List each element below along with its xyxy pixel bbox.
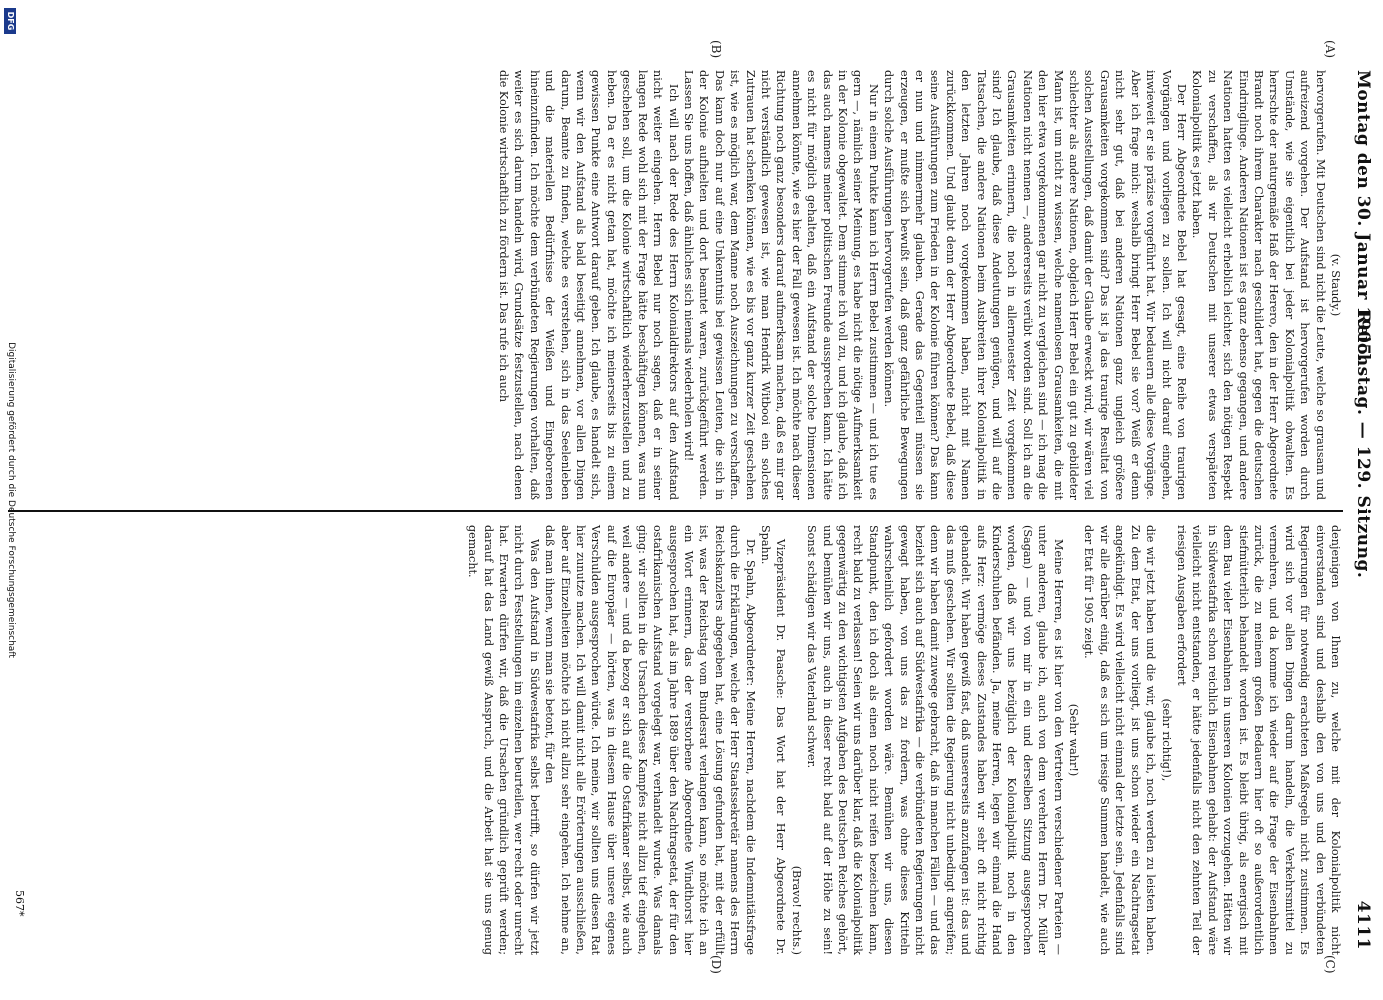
left-text-column [496,70,1343,500]
interjection: (sehr richtig!), [1159,698,1173,782]
paragraph: Was den Aufstand in Südwestafrika selbst betrifft, so dürfen wir jetzt nicht durch Feststellungen im einzelnen beurteilen, wer recht oder unrecht hat. Erwarten dürfen wir, daß die Ursachen gründlich geprüft werden; darauf hat das Land gewiß Anspruch, und die Arbeit hat sie uns genug gemacht. [466,525,541,955]
right-text-column [465,525,1343,955]
paragraph: Meine Herren, es ist hier von den Vertretern verschiedener Parteien — unter anderen, glaube ich, auch von dem verehrten Herrn Dr. Müller (Sagan) — und von mir in ein und derselben Sitzung ausgesprochen worden, daß wir uns bezüglich der Kolonialpolitik noch in den Kinderschuhen befänden. Ja, meine Herren, legen wir einmal die Hand aufs Herz: vermöge dieses Zustandes haben wir sehr oft nicht richtig gehandelt. Wir haben gewiß fast, daß unsererseits anzufangen ist: das und das muß geschehen. Wir sollten die Regierung nicht unbedingt angreifen; denn wir haben damit zuwege gebracht, daß in manchen Fällen — und das bezieht sich auch auf Südwestafrika — die verbündeten Regierungen nicht gewagt haben, von uns das zu fordern, was ohne dieses Kritteln wahrscheinlich gefordert worden wäre. Bemühen wir uns, diesen Standpunkt, den ich doch als einen noch nicht reifen bezeichnen kann, recht bald zu verlassen! Seien wir uns darüber klar, daß die Kolonialpolitik gegenwärtig zu den wichtigsten Aufgaben des Deutschen Reiches gehört, und bemühen wir uns, auch in dieser recht bald auf der Höhe zu sein! Sonst schädigen wir das Vaterland schwer. [805,525,1065,955]
dfg-logo: DFG [4,8,16,34]
margin-letter-c: (C) [1323,955,1337,974]
speaker-tag: (v. Staudy.) [1329,253,1342,317]
header-date: Montag den 30. Januar 1905. [1353,70,1373,363]
header-page-number: 4111 [1353,900,1373,950]
paragraph: Der Herr Abgeordnete Bebel hat gesagt, eine Reihe von traurigen Vorgängen und vorliegen zu sollen. Ich will nicht darauf eingehen, inwieweit er sie präzise vorgeführt hat. Wir bedauern alle diese Vorgänge. Aber ich frage mich: weshalb bringt Herr Bebel sie vor? Weiß er denn nicht sehr gut, daß bei anderen Nationen ganz ungleich größere Grausamkeiten vorgekommen sind? Das ist ja das traurige Resultat von solchen Ausstellungen, daß damit der Glaube erweckt wird, wir wären viel schlechter als andere Nationen, obgleich Herr Bebel ein gut zu gebildeter Mann ist, um nicht zu wissen, welche namenlosen Grausamkeiten, die mit den hier etwa vorgekommenen gar nicht zu vergleichen sind — ich mag die Nationen nicht nennen —, andererseits verübt worden sind. Soll ich an die Grausamkeiten erinnern, die noch in allerneuester Zeit vorgekommen sind? Ich glaube, daß diese Andeutungen genügen, und will auf die Tatsachen, die andere Nationen beim Ausbreiten ihrer Kolonialpolitik in den letzten Jahren noch vorgekommen haben, nicht mit Namen zurückkommen. Und glaubt denn der Herr Abgeordnete Bebel, daß diese seine Ausführungen zum Frieden in der Kolonie führen können? Das kann er nun und nimmermehr glauben. Gerade das Gegenteil müssen sie erzeugen, er mußte sich bewußt sein, daß ganz gefährliche Bewegungen durch solche Ausführungen hervorgerufen werden können. [882,70,1188,500]
speaker-announcement: Vizepräsident Dr. Paasche: Das Wort hat der Herr Abgeordnete Dr. Spahn. [758,525,788,955]
paragraph: Nur in einem Punkte kann ich Herrn Bebel zustimmen — und ich tue es gern —, nämlich seiner Meinung, es habe nicht die nötige Aufmerksamkeit in der Kolonie obgewaltet. Dem stimme ich voll zu, und ich glaube, daß ich das auch namens meiner politischen Freunde aussprechen kann. Ich hätte es nicht für möglich gehalten, daß ein Aufstand der solche Dimensionen annehmen könnte, wie es hier der Fall gewesen ist. Ich möchte nach dieser Richtung noch ganz besonders darauf aufmerksam machen, daß es mir gar nicht verständlich gewesen ist, wie man Hendrik Witbooi ein solches Zutrauen hat schenken können, wie es bis vor ganz kurzer Zeit geschehen ist, wie es möglich war, dem Manne noch Auszeichnungen zu verschaffen. Das kann doch nur auf eine Unkenntnis bei gewissen Leuten, die sich in der Kolonie aufhielten und dort beamtet waren, zurückgeführt werden. Lassen Sie uns hoffen, daß ähnliches sich niemals wiederholen wird! [681,70,880,500]
paragraph: Dr. Spahn, Abgeordneter: Meine Herren, nachdem die Indemnitätsfrage durch die Erklärungen, welche der Herr Staatssekretär namens des Herrn Reichskanzlers abgegeben hat, eine Lösung gefunden hat, mit der erfüllt ist, was der Reichstag vom Bundesrat verlangen kann, so möchte ich an ein Wort erinnern, das der verstorbene Abgeordnete Windthorst hier ausgesprochen hat, als im Jahre 1889 über den Nachtragsetat, der für den ostafrikanischen Aufstand vorgelegt war, verhandelt wurde. Was damals ging: wir sollten in die Ursachen dieses Kampfes nicht allzu tief eingehen, weil andere — und da bezog er sich auf die Ostafrikaner selbst, wie auch auf die Europäer — hörten, was in diesem Hause über unsere eigenes Verschulden ausgesprochen würde. Ich meine, wir sollten uns diesen Rat hier zunutze machen. Ich will damit nicht alle Erörterungen ausschließen, aber auf Einzelheiten möchte ich nicht allzu sehr eingehen. Ich nehme an, daß man ihnen, wenn man sie betont, für den [543,525,757,955]
digitization-credit: Digitalisierung gefördert durch die Deutsche Forschungsgemeinschaft [6,342,16,658]
paragraph: denjenigen von Ihnen zu, welche mit der Kolonialpolitik nicht einverstanden sind und deshalb den von uns und den verbündeten Regierungen für notwendig erachteten Maßregeln nicht zustimmen. Es wird sich vor allen Dingen darum handeln, die Verkehrsmittel zu vermehren, und da komme ich wieder auf die Frage der Eisenbahnen zurück, die zu meinem großen Bedauern hier oft so außerordentlich stiefmütterlich behandelt worden ist. Es bleibt übrig, als energisch mit dem Bau vieler Eisenbahnen in unseren Kolonien vorzugehen. Hätten wir in Südwestafrika schon reichlich Eisenbahnen gehabt: der Aufstand wäre vielleicht nicht entstanden, er hätte jedenfalls nicht den zehnten Teil der riesigen Ausgaben erfordert [1174,525,1342,955]
paragraph: die wir jetzt haben und die wir, glaube ich, noch werden zu leisten haben. Zu dem Etat, der uns vorliegt, ist uns schon wieder ein Nachtragsetat angekündigt. Es wird vielleicht nicht einmal der letzte sein. Jedenfalls sind wir alle darüber einig, daß es sich um riesige Summen handelt, wie auch der Etat für 1905 zeigt. [1082,525,1158,955]
margin-letter-b: (B) [709,40,723,59]
column-divider [8,510,1343,512]
margin-letter-a: (A) [1323,40,1337,59]
paragraph: Ich will nach der Rede des Herrn Kolonialdirektors auf den Aufstand nicht weiter eingehen. Herrn Bebel nur noch sagen, daß er in seiner langen Rede wohl sich mit der Frage hätte beschäftigen können, was nun geschehen soll, um die Kolonie wirtschaftlich wiederherzustellen und zu heben. Da er es nicht getan hat, möchte ich meinerseits bis zu einem gewissen Punkte eine Antwort darauf geben. Ich glaube, es handelt sich, wenn wir den Aufstand als bald beseitigt annehmen, vor allen Dingen darum, Beamte zu finden, welche es verstehen, sich in das Seelenleben und die materiellen Bedürfnisse der Weißen und Eingeborenen hineinzufinden. Ich möchte dem verbündeten Regierungen vorhalten, daß weiter es sich darum handeln wird, Grundsätze festzustellen, nach denen die Kolonie wirtschaftlich zu fördern ist. Das rufe ich auch [497,70,680,500]
interjection: (Bravo! rechts.) [789,865,803,955]
margin-letter-d: (D) [709,955,723,974]
header-session: Reichstag. — 129. Sitzung. [1353,310,1373,579]
footer-page-number: 567* [13,890,26,917]
paragraph: hervorgerufen. Mit Deutschen sind nicht die Leute, welche so grausam und aufreizend vorgehen. Der Aufstand ist hervorgerufen worden durch Umstände, wie sie eigentlich bei jeder Kolonialpolitik obwalten. Es herrschte der naturgemäße Haß der Herero, den in der Herr Abgeordnete Brandt noch ihrem Charakter nach geschildert hat, gegen die deutschen Eindringlinge. Anderen Nationen ist es ganz ebenso gegangen, und andere Nationen hatten es vielleicht erheblich leichter, sich den nötigen Respekt zu verschaffen, als wir Deutschen mit unserer etwas verspäteten Kolonialpolitik es jetzt haben. [1190,70,1327,500]
page-header [1345,70,1373,950]
interjection: (Sehr wahr!) [1067,703,1081,777]
